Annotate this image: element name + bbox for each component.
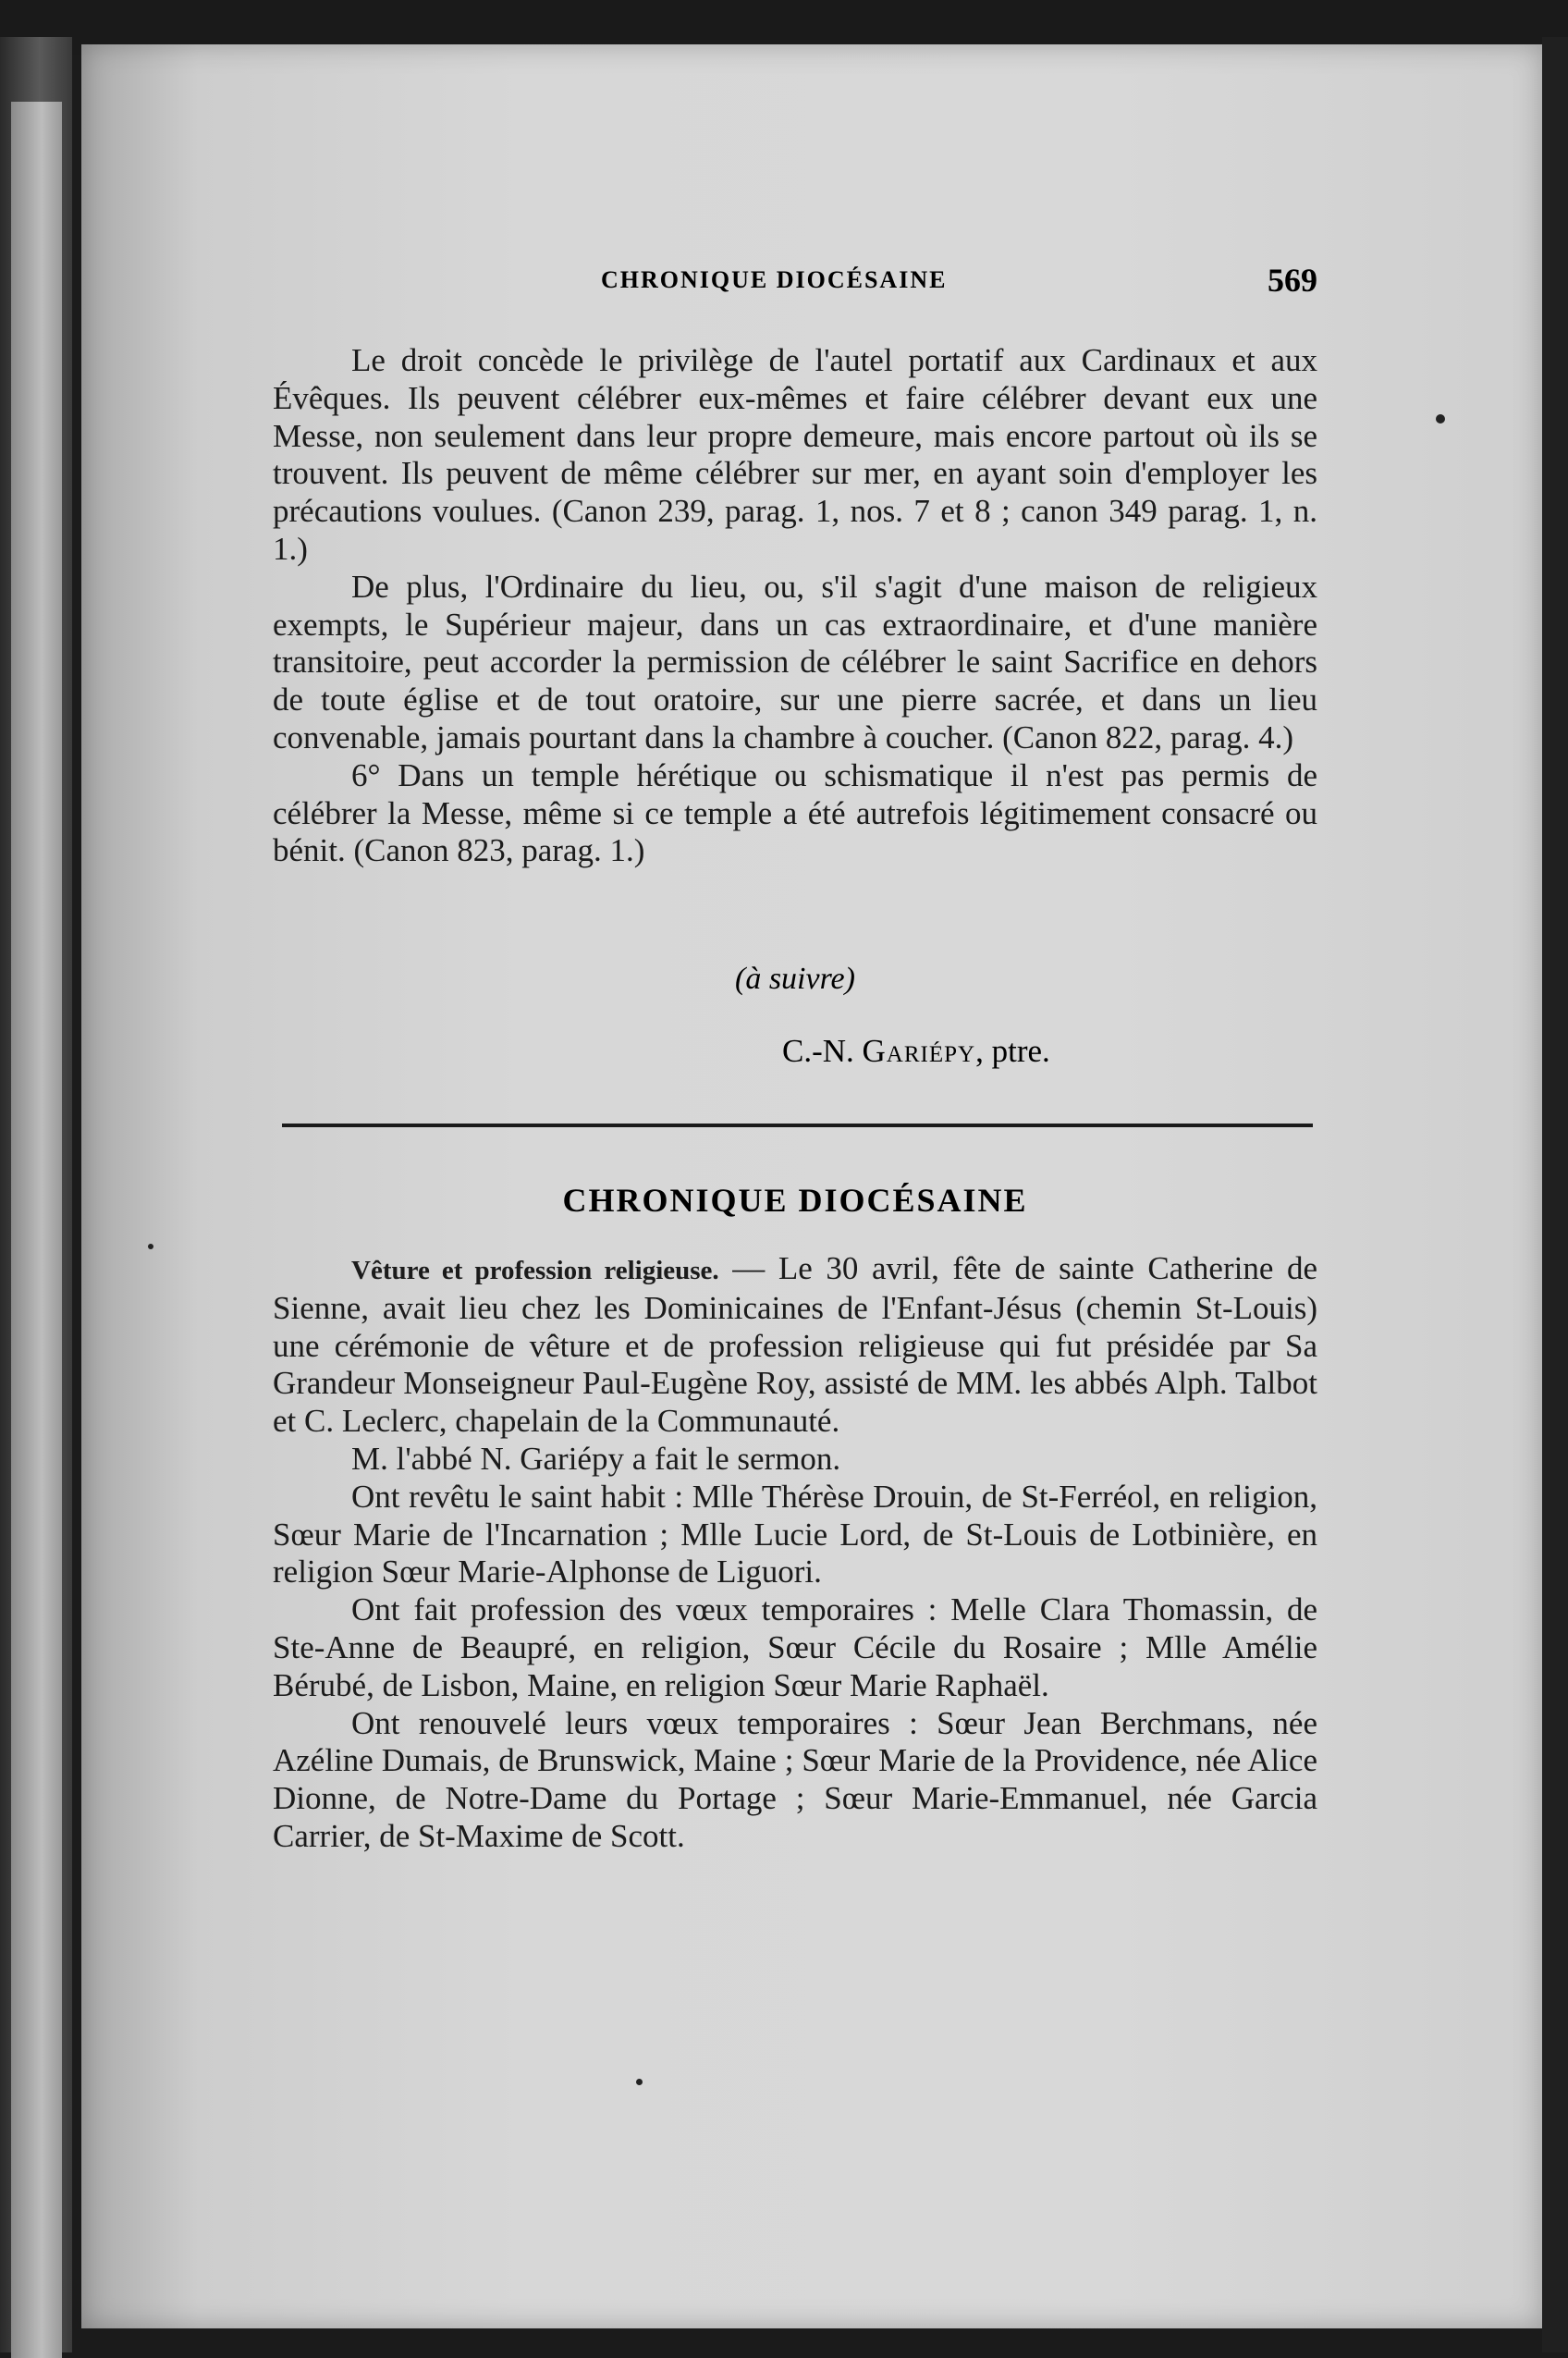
paragraph-text: — Le 30 avril, fête de sainte Catherine de Sienne, avait lieu chez les Dominicaines de l'Enfant-Jésus (chemin St-Louis) une cérémonie de vêture et de profession religieuse qui fut présidée par Sa Grandeur Monseigneur Paul-Eugène Roy, assisté de MM. les abbés Alph. Talbot et C. Leclerc, chapelain de la Communauté.: [273, 1250, 1317, 1440]
paragraph: De plus, l'Ordinaire du lieu, ou, s'il s'agit d'une maison de religieux exempts, le Supérieur majeur, dans un cas extraordinaire, et d'une manière transitoire, peut accorder la permission de célébrer le saint Sacrifice en dehors de toute église et de tout oratoire, sur une pierre sacrée, et dans un lieu convenable, jamais pourtant dans la chambre à coucher. (Canon 822, parag. 4.): [273, 568, 1317, 755]
paragraph: Ont revêtu le saint habit : Mlle Thérèse Drouin, de St-Ferréol, en religion, Sœur Marie de l'Incarnation ; Mlle Lucie Lord, de St-Louis de Lotbinière, en religion Sœur Marie-Alphonse de Liguori.: [273, 1478, 1317, 1590]
facing-page-edge: [0, 37, 72, 2352]
signature-initials: C.-N.: [782, 1033, 854, 1069]
section-divider: [282, 1124, 1313, 1127]
ink-speck: [148, 1244, 153, 1249]
facing-page-strip: [11, 102, 62, 2358]
signature-name: Gariépy: [862, 1033, 976, 1069]
paragraph: 6° Dans un temple hérétique ou schismatique il n'est pas permis de célébrer la Messe, même si ce temple a été autrefois légitimement consacré ou bénit. (Canon 823, parag. 1.): [273, 756, 1317, 869]
ink-speck: [636, 2079, 643, 2085]
paragraph: Ont renouvelé leurs vœux temporaires : Sœur Jean Berchmans, née Azéline Dumais, de Brunswick, Maine ; Sœur Marie de la Providence, née Alice Dionne, de Notre-Dame du Portage ; Sœur Marie-Emmanuel, née Garcia Carrier, de St-Maxime de Scott.: [273, 1704, 1317, 1854]
section-title: CHRONIQUE DIOCÉSAINE: [562, 1182, 1028, 1219]
article-continuation: [273, 342, 1317, 870]
running-title: CHRONIQUE DIOCÉSAINE: [601, 266, 948, 293]
chronicle-section: [273, 1250, 1317, 1856]
paragraph: Le droit concède le privilège de l'autel portatif aux Cardinaux et aux Évêques. Ils peuvent célébrer eux-mêmes et faire célébrer devant eux une Messe, non seulement dans leur propre demeure, mais encore partout où ils se trouvent. Ils peuvent de même célébrer sur mer, en ayant soin d'employer les précautions voulues. (Canon 239, parag. 1, nos. 7 et 8 ; canon 349 parag. 1, n. 1.): [273, 342, 1317, 567]
paragraph: [273, 1250, 1317, 1441]
paragraph: M. l'abbé N. Gariépy a fait le sermon.: [351, 1440, 841, 1477]
to-be-continued: (à suivre): [735, 962, 855, 996]
ink-speck: [1436, 414, 1445, 424]
scan-border-right: [1542, 37, 1568, 2352]
author-signature: [782, 1033, 1050, 1070]
page-number: 569: [1268, 262, 1317, 299]
running-head: [273, 261, 1317, 307]
signature-suffix: , ptre.: [975, 1033, 1050, 1069]
lead-heading: Vêture et profession religieuse.: [351, 1256, 719, 1285]
paragraph: Ont fait profession des vœux temporaires : Melle Clara Thomassin, de Ste-Anne de Beaupré, en religion, Sœur Cécile du Rosaire ; Mlle Amélie Bérubé, de Lisbon, Maine, en religion Sœur Marie Raphaël.: [273, 1591, 1317, 1703]
